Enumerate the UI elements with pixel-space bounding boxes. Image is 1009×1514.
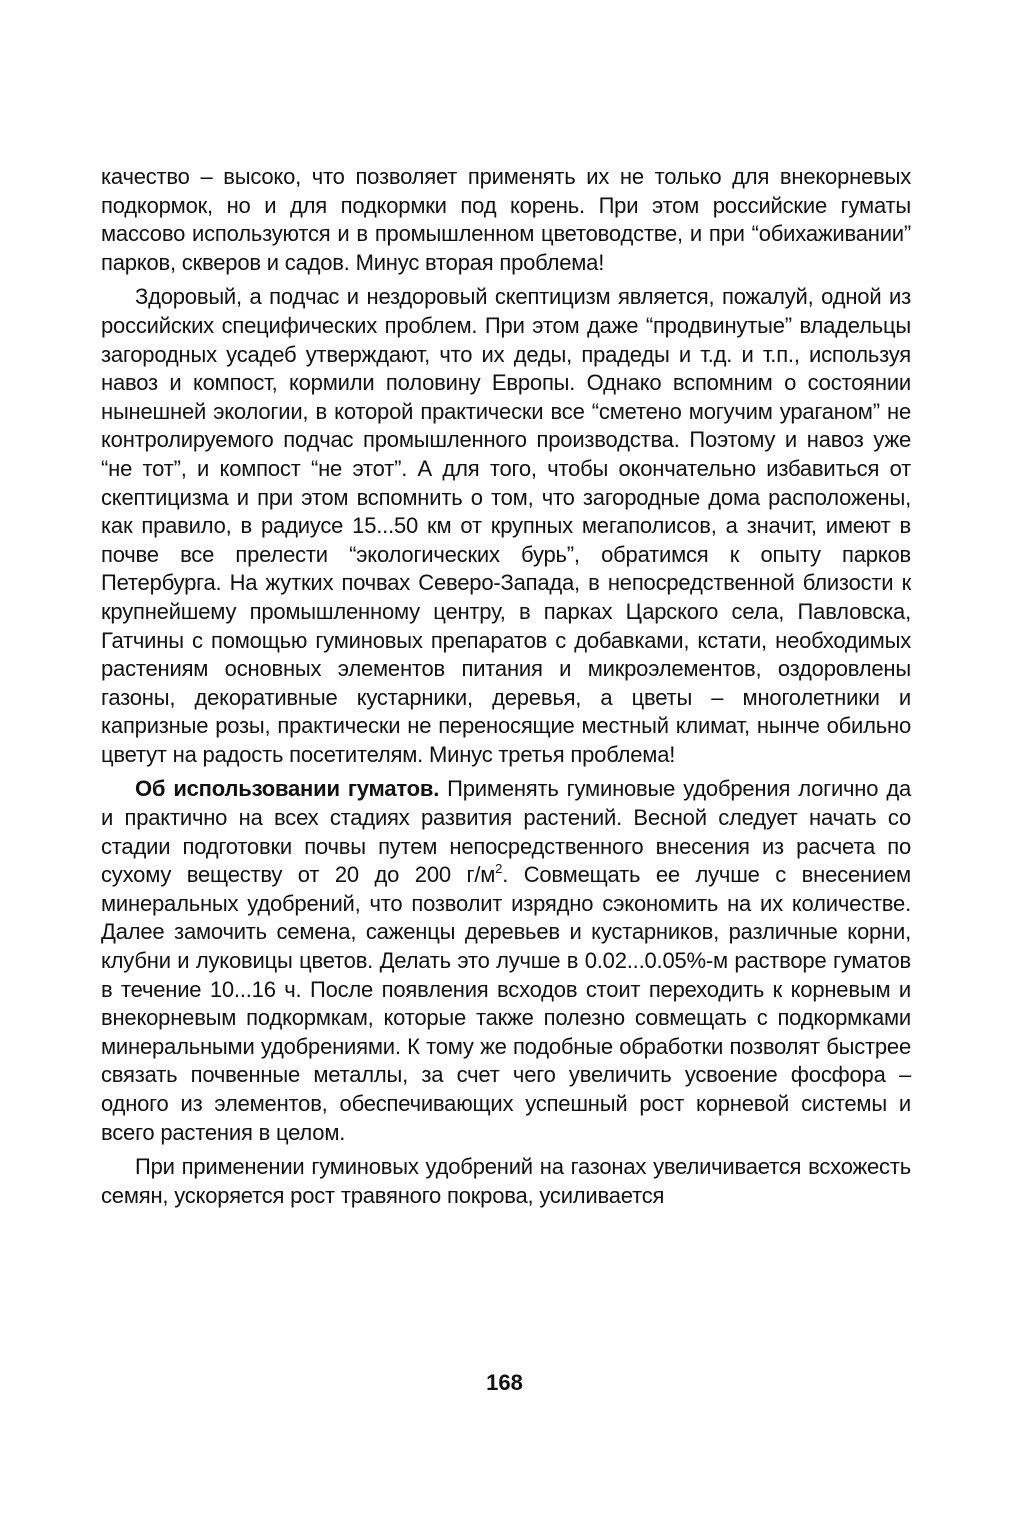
paragraph-humate-usage: [101, 775, 911, 1147]
paragraph-humate-text-b: . Совмещать ее лучше с внесением минеральных удобрений, что позволит изрядно сэкономить на их количестве. Далее замочить семена, саженцы деревьев и кустарников, различные корни, клубни и луковицы цветов. Делать это лучше в 0.02...0.05%-м растворе гуматов в течение 10...16 ч. После появления всходов стоит переходить к корневым и внекорневым подкормкам, которые также полезно совмещать с подкормками минеральными удобрениями. К тому же подобные обработки позволят быстрее связать почвенные металлы, за счет чего увеличить усвоение фосфора – одного из элементов, обеспечивающих успешный рост корневой системы и всего растения в целом.: [101, 862, 911, 1145]
section-run-in-heading: Об использовании гуматов.: [135, 776, 440, 802]
page-number: 168: [486, 1370, 523, 1395]
superscript-squared: 2: [495, 861, 503, 877]
paragraph-skepticism: Здоровый, а подчас и нездоровый скептицизм является, пожалуй, одной из российских специфических проблем. При этом даже “продвинутые” владельцы загородных усадеб утверждают, что их деды, прадеды и т.д. и т.п., используя навоз и компост, кормили половину Европы. Однако вспомним о состоянии нынешней экологии, в которой практически все “сметено могучим ураганом” не контролируемого подчас промышленного производства. Поэтому и навоз уже “не тот”, и компост “не этот”. А для того, чтобы окончательно избавиться от скептицизма и при этом вспомнить о том, что загородные дома расположены, как правило, в радиусе 15...50 км от крупных мегаполисов, а значит, имеют в почве все прелести “экологических бурь”, обратимся к опыту парков Петербурга. На жутких почвах Северо-Запада, в непосредственной близости к крупнейшему промышленному центру, в парках Царского села, Павловска, Гатчины с помощью гуминовых препаратов с добавками, кстати, необходимых растениям основных элементов питания и микроэлементов, оздоровлены газоны, декоративные кустарники, деревья, а цветы – многолетники и капризные розы, практически не переносящие местный климат, нынче обильно цветут на радость посетителям. Минус третья проблема!: [101, 284, 911, 767]
body-text: [101, 163, 911, 1216]
paragraph-lawns: При применении гуминовых удобрений на газонах увеличивается всхожесть семян, ускоряется рост травяного покрова, усиливается: [101, 1154, 911, 1208]
paragraph-continuation: качество – высоко, что позволяет применять их не только для внекорневых подкормок, но и для подкормки под корень. При этом российские гуматы массово используются и в промышленном цветоводстве, и при “обихаживании” парков, скверов и садов. Минус вторая проблема!: [101, 164, 911, 275]
paragraph-humate-text-a: Применять гуминовые удобрения логично да и практично на всех стадиях развития растений. Весной следует начать со стадии подготовки почвы путем непосредственного внесения из расчета по сухому веществу от 20 до 200 г/м: [101, 776, 911, 888]
